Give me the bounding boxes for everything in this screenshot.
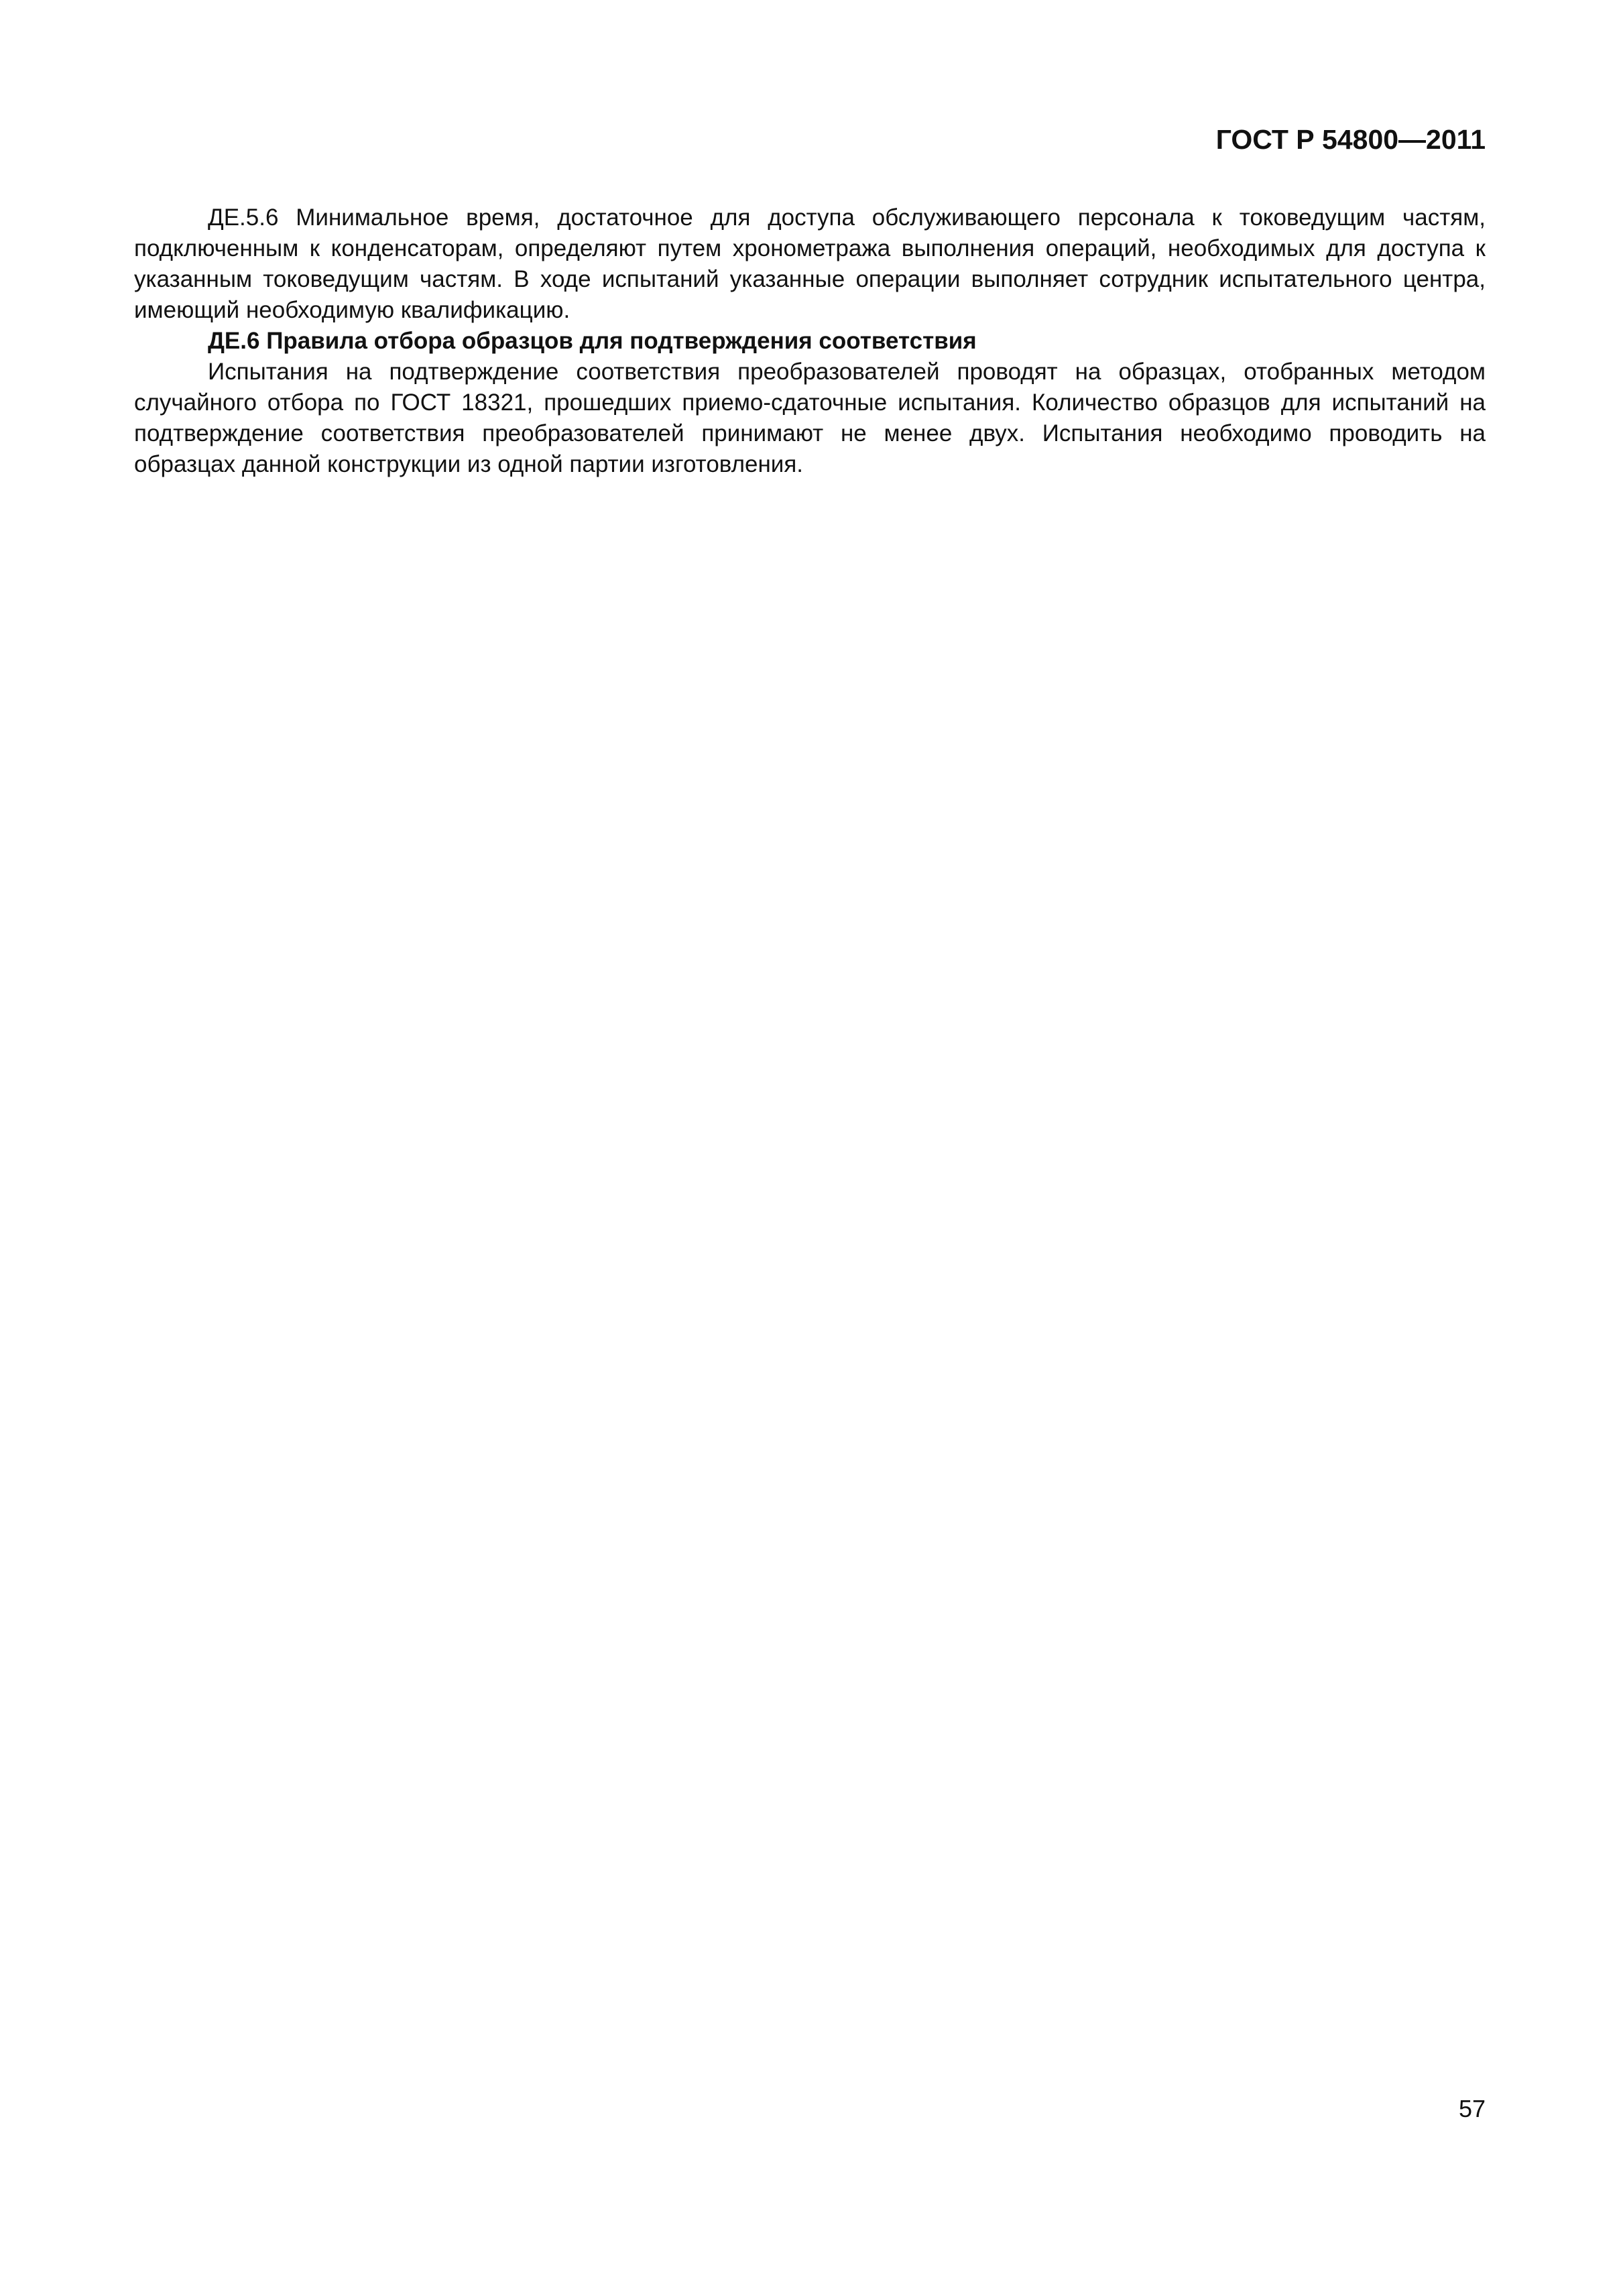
page-number: 57 — [1458, 2095, 1486, 2122]
document-body — [134, 202, 1486, 480]
section-de-6-text: Испытания на подтверждение соответствия преобразователей проводят на образцах, отобранных методом случайного отбора по ГОСТ 18321, прошедших приемо-сдаточные испытания. Количество образцов для испытаний на подтверждение соответствия преобразователей принимают не менее двух. Испытания необходимо проводить на образцах данной конструкции из одной партии изготовления. — [134, 359, 1486, 477]
clause-de-5-6: ДЕ.5.6 Минимальное время, достаточное для доступа обслуживающего персонала к токоведущим частям, подключенным к конденсаторам, определяют путем хронометража выполнения операций, необходимых для доступа к указанным токоведущим частям. В ходе испытаний указанные операции выполняет сотрудник испытательного центра, имеющий необходимую квалификацию. — [134, 204, 1486, 323]
section-de-6-heading: ДЕ.6 Правила отбора образцов для подтверждения соответствия — [208, 328, 977, 354]
document-standard-id: ГОСТ Р 54800—2011 — [1215, 124, 1486, 155]
